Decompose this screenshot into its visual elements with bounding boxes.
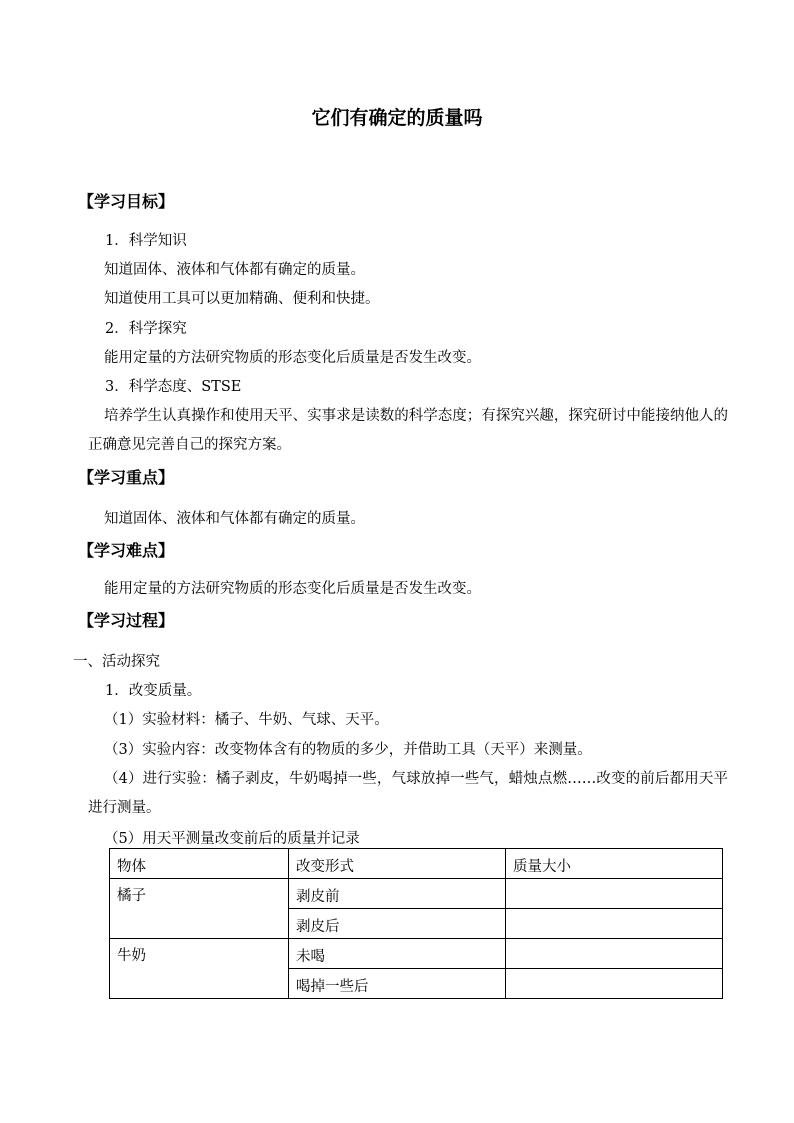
table-cell-change: 剥皮后 <box>289 909 506 939</box>
goal-item-1-line-1: 知道固体、液体和气体都有确定的质量。 <box>104 262 365 278</box>
process-sub-1: （1）实验材料：橘子、牛奶、气球、天平。 <box>104 712 389 728</box>
goal-item-2-title: 2．科学探究 <box>105 321 187 337</box>
table-cell-mass <box>506 909 723 939</box>
section-heading-process: 【学习过程】 <box>78 611 175 630</box>
table-cell-mass <box>506 939 723 969</box>
process-part-1-title: 一、活动探究 <box>73 654 160 670</box>
table-cell-change: 剥皮前 <box>289 879 506 909</box>
goal-item-3-title: 3．科学态度、STSE <box>105 379 242 395</box>
process-sub-3: （3）实验内容：改变物体含有的物质的多少，并借助工具（天平）来测量。 <box>104 742 592 758</box>
mass-record-table <box>109 848 723 999</box>
document-title: 它们有确定的质量吗 <box>311 107 483 129</box>
table-header-cell: 改变形式 <box>289 849 506 879</box>
table-cell-change: 喝掉一些后 <box>289 969 506 999</box>
table-row <box>110 939 723 969</box>
key-points-text: 知道固体、液体和气体都有确定的质量。 <box>104 511 365 527</box>
table-cell-change: 未喝 <box>289 939 506 969</box>
section-heading-key-points: 【学习重点】 <box>78 468 175 487</box>
goal-item-1-title: 1．科学知识 <box>105 233 187 249</box>
table-cell-object: 橘子 <box>110 879 289 939</box>
table-cell-mass <box>506 969 723 999</box>
table-header-cell: 质量大小 <box>506 849 723 879</box>
table-header-row <box>110 849 723 879</box>
goal-item-3-paragraph: 培养学生认真操作和使用天平、实事求是读数的科学态度；有探究兴趣，探究研讨中能接纳他人的正确意见完善自己的探究方案。 <box>88 408 728 453</box>
goal-item-1-line-2: 知道使用工具可以更加精确、便利和快捷。 <box>104 291 380 307</box>
section-heading-goals: 【学习目标】 <box>78 192 175 211</box>
difficulties-text: 能用定量的方法研究物质的形态变化后质量是否发生改变。 <box>104 581 481 597</box>
table-cell-object: 牛奶 <box>110 939 289 999</box>
table-row <box>110 879 723 909</box>
process-step-1-title: 1．改变质量。 <box>105 683 202 699</box>
table-cell-mass <box>506 879 723 909</box>
goal-item-2-line-1: 能用定量的方法研究物质的形态变化后质量是否发生改变。 <box>104 350 481 366</box>
table-header-cell: 物体 <box>110 849 289 879</box>
process-sub-4-paragraph: （4）进行实验：橘子剥皮，牛奶喝掉一些，气球放掉一些气，蜡烛点燃……改变的前后都用天平进行测量。 <box>88 771 728 816</box>
section-heading-difficulties: 【学习难点】 <box>78 541 175 560</box>
process-sub-5: （5）用天平测量改变前后的质量并记录 <box>104 831 360 847</box>
